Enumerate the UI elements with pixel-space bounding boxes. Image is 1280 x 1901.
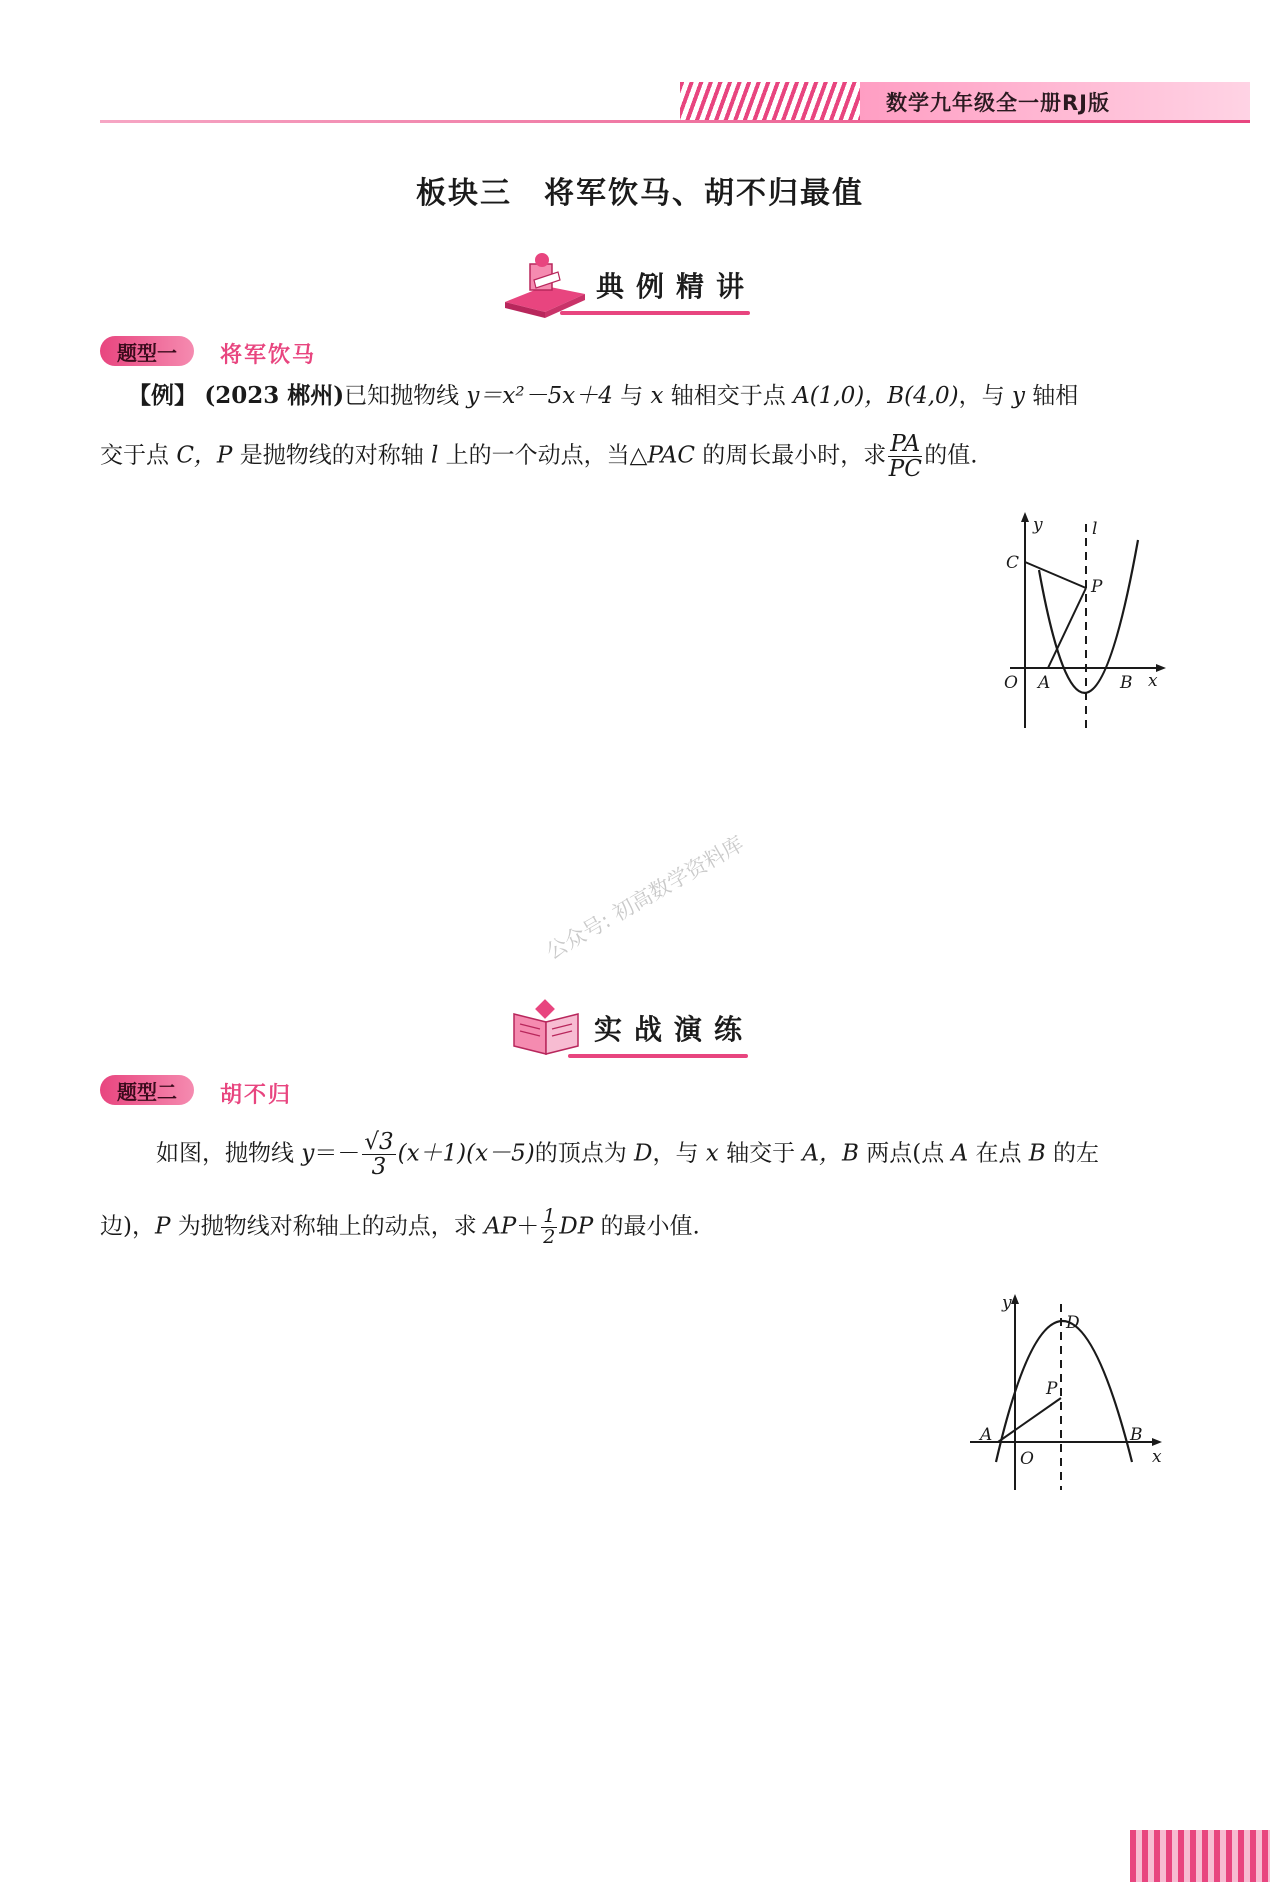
- figure-parabola-hubugui: [960, 1290, 1170, 1500]
- label-C: C: [1006, 553, 1020, 573]
- label-P: P: [1091, 577, 1103, 597]
- type-pill-2: 题型二: [100, 1075, 194, 1105]
- book-icon: [508, 998, 588, 1058]
- figure-parabola-pac: [990, 510, 1170, 735]
- label-O: O: [1020, 1449, 1034, 1469]
- label-y: y: [1033, 515, 1043, 535]
- lectern-icon: [500, 250, 590, 320]
- example-tag: 【例】: [128, 382, 197, 409]
- label-B: B: [1130, 1425, 1143, 1445]
- label-A: A: [980, 1425, 993, 1445]
- section-banner-practice: [508, 998, 754, 1058]
- type-pill-1: 题型一: [100, 336, 194, 366]
- example-line-1: 【例】 (2023 郴州)已知抛物线 y＝x²－5x＋4 与 x 轴相交于点 A(1,0)，B(4,0)，与 y 轴相: [128, 382, 1079, 409]
- practice-line-1: 如图，抛物线 y＝－ $\frac{√3}{3}$ (x＋1)(x－5)的顶点为 D，与 x 轴交于 A，B 两点(点 A 在点 B 的左: [156, 1129, 1099, 1181]
- fraction-sqrt3-over-3: $\frac{√3}{3}$: [364, 1129, 394, 1181]
- example-source: (2023 郴州): [204, 382, 345, 409]
- practice-line-2: 边)，P 为抛物线对称轴上的动点，求 AP＋ $\frac{1}{2}$ DP 的最小值.: [100, 1205, 700, 1248]
- header-stripes: [680, 82, 860, 122]
- banner-underline: [568, 1054, 748, 1058]
- label-x: x: [1148, 671, 1158, 691]
- header-banner: [860, 82, 1250, 122]
- banner-text-examples: 典例精讲: [596, 270, 757, 303]
- header-rule: [100, 120, 1250, 123]
- footer-stripes: [1130, 1830, 1270, 1882]
- label-B: B: [1120, 673, 1133, 693]
- label-x: x: [1152, 1447, 1162, 1467]
- label-D: D: [1066, 1313, 1080, 1333]
- fraction-pa-pc: $\frac{PA}{PC}$: [888, 431, 922, 483]
- type-title-1: 将军饮马: [220, 343, 317, 368]
- banner-underline: [560, 311, 750, 315]
- label-l: l: [1092, 519, 1098, 539]
- book-title: 数学九年级全一册RJ版: [886, 91, 1110, 115]
- label-y: y: [1002, 1293, 1012, 1313]
- page-title: 板块三 将军饮马、胡不归最值: [416, 176, 864, 211]
- section-banner-examples: [500, 250, 756, 320]
- label-A: A: [1038, 673, 1051, 693]
- label-O: O: [1004, 673, 1018, 693]
- type-title-2: 胡不归: [220, 1083, 293, 1108]
- example-line-2: 交于点 C，P 是抛物线的对称轴 l 上的一个动点，当△PAC 的周长最小时，求 $\frac{PA}{PC}$ 的值.: [100, 431, 978, 483]
- watermark: 公众号: 初高数学资料库: [542, 831, 748, 965]
- banner-text-practice: 实战演练: [594, 1013, 755, 1046]
- label-P: P: [1046, 1379, 1058, 1399]
- fraction-one-half: $\frac{1}{2}$: [543, 1205, 556, 1248]
